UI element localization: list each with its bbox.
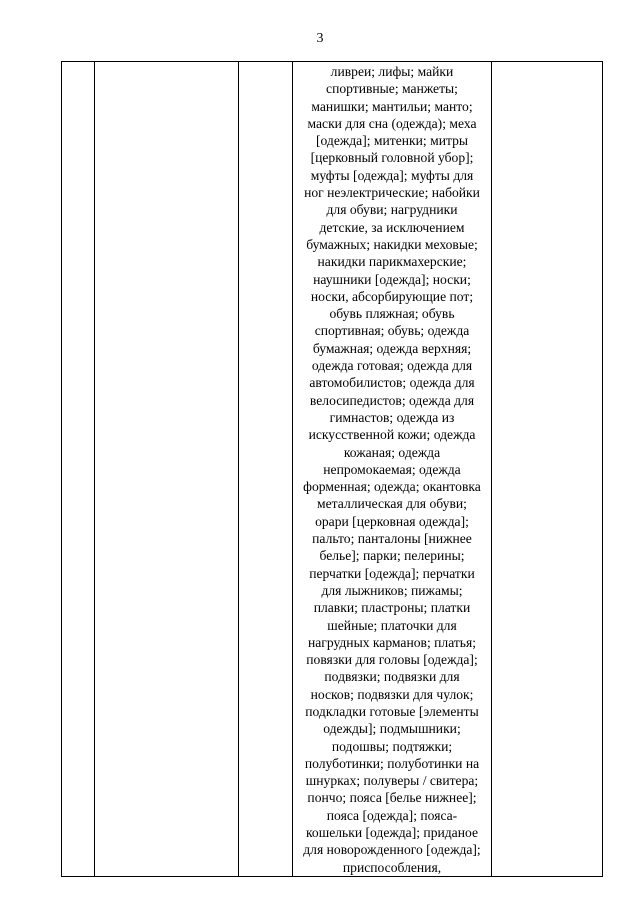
page-number: 3 xyxy=(316,31,324,46)
table-cell-class xyxy=(239,62,293,877)
table-cell-name xyxy=(95,62,239,877)
goods-list-text: ливреи; лифы; майки спортивные; манжеты; манишки; мантильи; манто; маски для сна (одежда); меха [одежда]; митенки; митры [церковный головной убор]; муфты [одежда]; муфты для ног неэлектрические; набойки для обуви; нагрудники детские, за исключением бумажных; накидки меховые; накидки парикмахерские; наушники [одежда]; носки; носки, абсорбирующие пот; обувь пляжная; обувь спортивная; обувь; одежда бумажная; одежда верхняя; одежда готовая; одежда для автомобилистов; одежда для велосипедистов; одежда для гимнастов; одежда из искусственной кожи; одежда кожаная; одежда непромокаемая; одежда форменная; одежда; окантовка металлическая для обуви; орари [церковная одежда]; пальто; панталоны [нижнее белье]; парки; пелерины; перчатки [одежда]; перчатки для лыжников; пижамы; плавки; пластроны; платки шейные; платочки для нагрудных карманов; платья; повязки для головы [одежда]; подвязки; подвязки для носков; подвязки для чулок; подкладки готовые [элементы одежды]; подмышники; подошвы; подтяжки; полуботинки; полуботинки на шнурках; полуверы / свитера; пончо; пояса [белье нижнее]; пояса [одежда]; пояса- кошельки [одежда]; приданое для новорожденного [одежда]; приспособления, xyxy=(303,64,481,875)
table-cell-goods xyxy=(293,62,492,877)
goods-table xyxy=(61,61,603,877)
table-cell-notes xyxy=(492,62,603,877)
table-cell-number xyxy=(62,62,95,877)
table-row xyxy=(62,62,603,877)
